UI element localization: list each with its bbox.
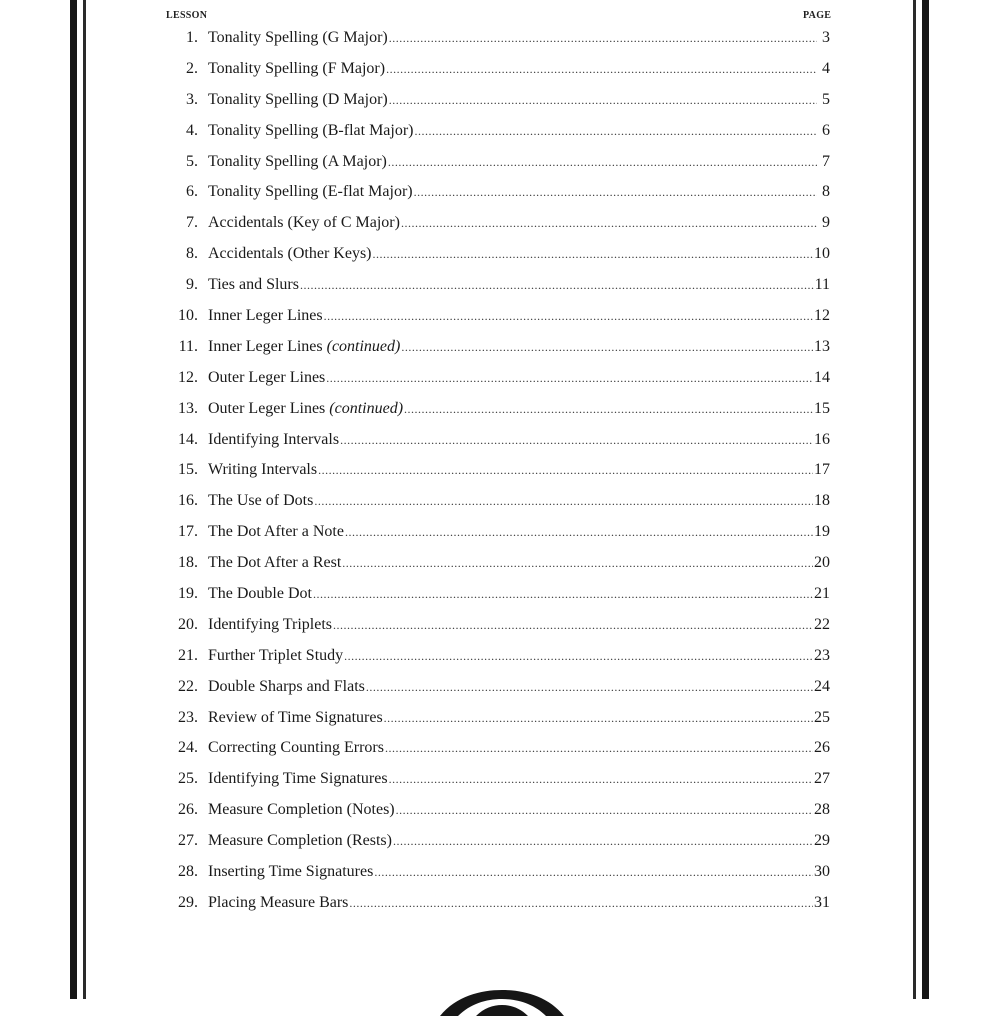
toc-lesson-title: [204, 338, 400, 356]
toc-dot-leader: [326, 371, 813, 386]
toc-lesson-title-text: Inner Leger Lines: [208, 307, 323, 325]
toc-dot-leader: [389, 31, 817, 46]
toc-page-number: 20: [814, 554, 830, 572]
toc-lesson-title: [204, 183, 413, 201]
toc-lesson-number: 17.: [178, 523, 198, 541]
toc-lesson-number: 1.: [186, 29, 198, 46]
toc-dot-leader: [401, 340, 813, 355]
toc-lesson-title-text: Tonality Spelling (D Major): [208, 90, 388, 108]
toc-page-number: 27: [814, 770, 830, 788]
bottom-emblem-icon: [436, 986, 568, 1016]
toc-lesson-number: 15.: [178, 461, 198, 479]
toc-lesson-number: 13.: [178, 399, 198, 417]
toc-entry: [160, 307, 830, 338]
toc-lesson-title: [204, 369, 325, 387]
toc-lesson-title: [204, 153, 387, 171]
frame-border-left-inner: [83, 0, 86, 999]
toc-dot-leader: [344, 649, 813, 664]
toc-dot-leader: [388, 155, 817, 170]
toc-lesson-title-text: Identifying Intervals: [208, 430, 340, 448]
toc-lesson-title: [204, 832, 392, 850]
toc-lesson-title-text: Outer Leger Lines: [208, 368, 326, 386]
toc-entry: [160, 276, 830, 307]
toc-page-number: 6: [822, 121, 830, 139]
toc-lesson-number: 22.: [178, 677, 198, 695]
toc-dot-leader: [333, 618, 813, 633]
toc-entry: [160, 29, 830, 60]
toc-lesson-title-text: Writing Intervals: [208, 461, 318, 479]
toc-lesson-title: [204, 214, 400, 232]
toc-entry: [160, 492, 830, 523]
toc-lesson-title-text: Tonality Spelling (A Major): [208, 152, 387, 170]
toc-entry: [160, 739, 830, 770]
toc-page-number: 10: [814, 245, 830, 263]
toc-lesson-number: 20.: [178, 615, 198, 633]
toc-page-number: 11: [814, 276, 830, 294]
page-column-header: PAGE: [803, 10, 832, 21]
toc-page-number: 17: [814, 461, 830, 479]
toc-page-number: 12: [814, 307, 830, 325]
toc-entry: [160, 91, 830, 122]
toc-lesson-title: [204, 431, 339, 449]
toc-entry: [160, 894, 830, 925]
toc-lesson-title-text: Measure Completion (Rests): [208, 832, 392, 850]
toc-dot-leader: [386, 62, 817, 77]
toc-page-number: 30: [814, 863, 830, 881]
toc-lesson-title-text: Review of Time Signatures: [208, 708, 383, 726]
toc-dot-leader: [300, 278, 814, 293]
toc-entry: [160, 523, 830, 554]
toc-page-number: 25: [814, 708, 830, 726]
toc-lesson-number: 9.: [186, 276, 198, 294]
toc-entry: [160, 616, 830, 647]
toc-entry: [160, 122, 830, 153]
toc-lesson-title: [204, 122, 414, 140]
toc-lesson-number: 16.: [178, 492, 198, 510]
toc-lesson-number: 24.: [178, 739, 198, 757]
toc-lesson-title: [204, 400, 403, 418]
toc-entry: [160, 338, 830, 369]
toc-dot-leader: [314, 494, 813, 509]
toc-lesson-number: 23.: [178, 708, 198, 726]
toc-lesson-title: [204, 863, 373, 881]
toc-lesson-number: 21.: [178, 646, 198, 664]
lesson-column-header: LESSON: [166, 10, 208, 21]
toc-page-number: 7: [822, 152, 830, 170]
toc-lesson-number: 18.: [178, 554, 198, 572]
toc-lesson-title-text: Accidentals (Other Keys): [208, 245, 372, 263]
toc-dot-leader: [342, 556, 813, 571]
toc-entry: [160, 400, 830, 431]
toc-lesson-title-text: The Double Dot: [208, 585, 312, 603]
toc-lesson-title-text: Identifying Triplets: [208, 615, 333, 633]
toc-dot-leader: [324, 309, 813, 324]
toc-lesson-title: [204, 523, 344, 541]
toc-lesson-title: [204, 307, 323, 325]
toc-entry: [160, 770, 830, 801]
toc-entry: [160, 554, 830, 585]
toc-lesson-number: 6.: [186, 183, 198, 201]
toc-entry: [160, 245, 830, 276]
toc-page-number: 26: [814, 739, 830, 757]
toc-lesson-number: 10.: [178, 307, 198, 325]
toc-dot-leader: [396, 803, 813, 818]
toc-dot-leader: [318, 463, 813, 478]
toc-lesson-title-text: Tonality Spelling (E-flat Major): [208, 183, 413, 201]
toc-lesson-title-text: Correcting Counting Errors: [208, 739, 384, 757]
toc-page-number: 22: [814, 615, 830, 633]
toc-dot-leader: [393, 834, 813, 849]
toc-lesson-title-text: Ties and Slurs: [208, 276, 299, 294]
toc-lesson-number: 5.: [186, 152, 198, 170]
toc-page-number: 4: [822, 59, 830, 77]
toc-lesson-number: 12.: [178, 368, 198, 386]
toc-dot-leader: [385, 741, 813, 756]
toc-dot-leader: [366, 680, 813, 695]
toc-lesson-title: [204, 801, 395, 819]
toc-lesson-title: [204, 554, 341, 572]
table-of-contents: [160, 29, 830, 925]
toc-entry: [160, 60, 830, 91]
toc-lesson-title: [204, 894, 348, 912]
toc-page-number: 24: [814, 677, 830, 695]
toc-dot-leader: [404, 402, 813, 417]
toc-lesson-title: [204, 585, 312, 603]
toc-lesson-number: 7.: [186, 214, 198, 232]
toc-dot-leader: [384, 711, 813, 726]
toc-page-number: 18: [814, 492, 830, 510]
toc-entry: [160, 369, 830, 400]
toc-lesson-title: [204, 29, 388, 47]
toc-page-number: 16: [814, 430, 830, 448]
toc-page-number: 5: [822, 90, 830, 108]
toc-entry: [160, 585, 830, 616]
toc-lesson-title: [204, 647, 343, 665]
toc-lesson-title-text: Measure Completion (Notes): [208, 801, 395, 819]
toc-lesson-title: [204, 60, 385, 78]
frame-border-right-inner: [913, 0, 916, 999]
toc-page-number: 23: [814, 646, 830, 664]
toc-page-number: 15: [814, 399, 830, 417]
toc-entry: [160, 153, 830, 184]
toc-dot-leader: [345, 525, 813, 540]
toc-lesson-title-text: Identifying Time Signatures: [208, 770, 388, 788]
toc-lesson-title-text: Placing Measure Bars: [208, 893, 349, 911]
toc-lesson-title: [204, 492, 313, 510]
toc-lesson-title-text: Further Triplet Study: [208, 646, 344, 664]
toc-dot-leader: [313, 587, 813, 602]
toc-page-number: 29: [814, 832, 830, 850]
toc-lesson-title-text: The Dot After a Note: [208, 523, 344, 541]
toc-entry: [160, 709, 830, 740]
toc-lesson-number: 8.: [186, 245, 198, 263]
toc-entry: [160, 678, 830, 709]
toc-lesson-number: 4.: [186, 121, 198, 139]
toc-entry: [160, 214, 830, 245]
toc-dot-leader: [373, 247, 814, 262]
toc-lesson-title-text: Tonality Spelling (G Major): [208, 29, 388, 46]
toc-entry: [160, 801, 830, 832]
toc-lesson-title-note: (continued): [329, 399, 404, 417]
toc-page-number: 21: [814, 585, 830, 603]
toc-lesson-number: 19.: [178, 585, 198, 603]
toc-dot-leader: [374, 865, 813, 880]
toc-page-number: 8: [822, 183, 830, 201]
toc-lesson-title: [204, 616, 332, 634]
toc-lesson-number: 27.: [178, 832, 198, 850]
toc-lesson-number: 2.: [186, 59, 198, 77]
toc-lesson-title-text: Accidentals (Key of C Major): [208, 214, 400, 232]
toc-lesson-title-text: Tonality Spelling (B-flat Major): [208, 121, 414, 139]
toc-lesson-number: 28.: [178, 863, 198, 881]
toc-page-number: 13: [814, 337, 830, 355]
toc-dot-leader: [415, 124, 817, 139]
frame-border-right-outer: [922, 0, 929, 999]
toc-page-number: 31: [814, 893, 830, 911]
toc-entry: [160, 863, 830, 894]
toc-entry: [160, 832, 830, 863]
toc-lesson-title: [204, 245, 372, 263]
toc-lesson-title-text: Outer Leger Lines: [208, 399, 330, 417]
toc-lesson-title-note: (continued): [326, 337, 401, 355]
toc-lesson-title-text: Double Sharps and Flats: [208, 677, 365, 695]
toc-lesson-title-text: The Use of Dots: [208, 492, 314, 510]
toc-entry: [160, 183, 830, 214]
toc-page-number: 3: [822, 29, 830, 46]
toc-page-number: 28: [814, 801, 830, 819]
toc-page-number: 9: [822, 214, 830, 232]
toc-lesson-title-text: Tonality Spelling (F Major): [208, 59, 386, 77]
toc-dot-leader: [340, 433, 813, 448]
toc-dot-leader: [414, 185, 817, 200]
frame-border-left-outer: [70, 0, 77, 999]
toc-lesson-title: [204, 461, 317, 479]
toc-lesson-number: 3.: [186, 90, 198, 108]
toc-lesson-title: [204, 276, 299, 294]
toc-lesson-title: [204, 709, 383, 727]
toc-lesson-number: 14.: [178, 430, 198, 448]
toc-lesson-number: 25.: [178, 770, 198, 788]
toc-lesson-title-text: The Dot After a Rest: [208, 554, 342, 572]
toc-lesson-title: [204, 678, 365, 696]
toc-page-number: 14: [814, 368, 830, 386]
toc-dot-leader: [401, 216, 817, 231]
toc-lesson-title: [204, 739, 384, 757]
toc-page-number: 19: [814, 523, 830, 541]
toc-entry: [160, 461, 830, 492]
toc-lesson-title-text: Inner Leger Lines: [208, 337, 327, 355]
toc-dot-leader: [349, 896, 813, 911]
toc-entry: [160, 647, 830, 678]
toc-lesson-number: 26.: [178, 801, 198, 819]
toc-dot-leader: [389, 772, 813, 787]
toc-entry: [160, 431, 830, 462]
toc-lesson-title: [204, 91, 388, 109]
toc-lesson-number: 29.: [178, 893, 198, 911]
toc-dot-leader: [389, 93, 817, 108]
toc-lesson-title: [204, 770, 388, 788]
toc-lesson-number: 11.: [178, 337, 198, 355]
toc-lesson-title-text: Inserting Time Signatures: [208, 863, 374, 881]
